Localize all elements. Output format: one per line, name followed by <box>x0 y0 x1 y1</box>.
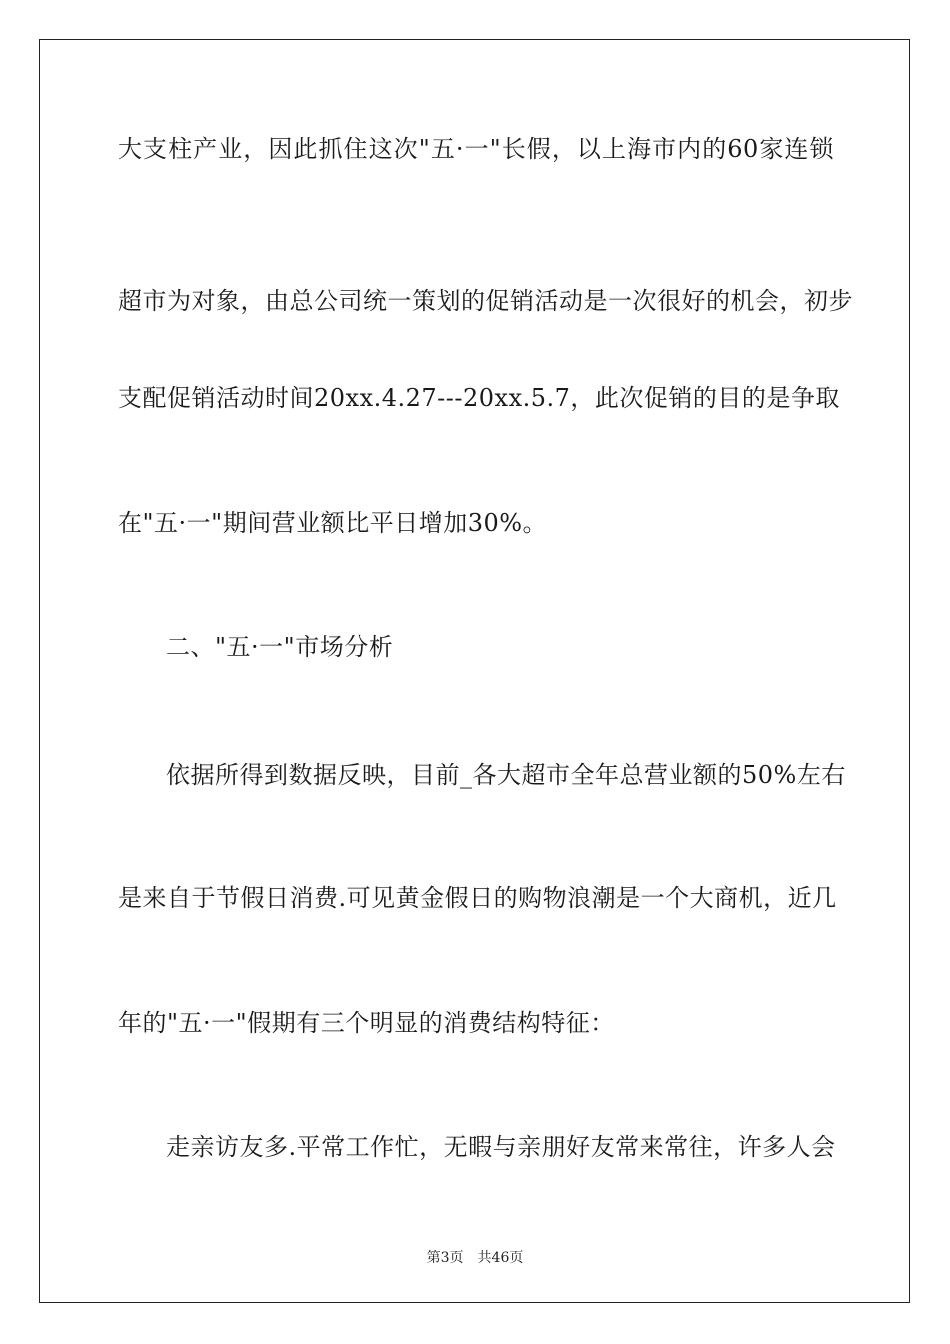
body-line-6: 依据所得到数据反映，目前_各大超市全年总营业额的50%左右 <box>166 761 846 789</box>
body-line-3: 支配促销活动时间20xx.4.27---20xx.5.7，此次促销的目的是争取 <box>118 384 840 412</box>
body-line-9: 走亲访友多.平常工作忙，无暇与亲朋好友常来常往，许多人会 <box>166 1133 836 1161</box>
body-line-7: 是来自于节假日消费.可见黄金假日的购物浪潮是一个大商机，近几 <box>118 884 837 912</box>
total-page-count: 共46页 <box>477 1250 524 1266</box>
body-line-1: 大支柱产业，因此抓住这次"五·一"长假，以上海市内的60家连锁 <box>118 135 834 163</box>
body-line-2: 超市为对象，由总公司统一策划的促销活动是一次很好的机会，初步 <box>118 287 853 315</box>
section-heading: 二、"五·一"市场分析 <box>166 633 394 661</box>
page-footer <box>0 1249 950 1267</box>
body-line-8: 年的"五·一"假期有三个明显的消费结构特征： <box>118 1009 615 1037</box>
current-page-number: 第3页 <box>426 1250 464 1266</box>
page-border <box>39 39 910 1303</box>
body-line-4: 在"五·一"期间营业额比平日增加30%。 <box>118 509 548 537</box>
